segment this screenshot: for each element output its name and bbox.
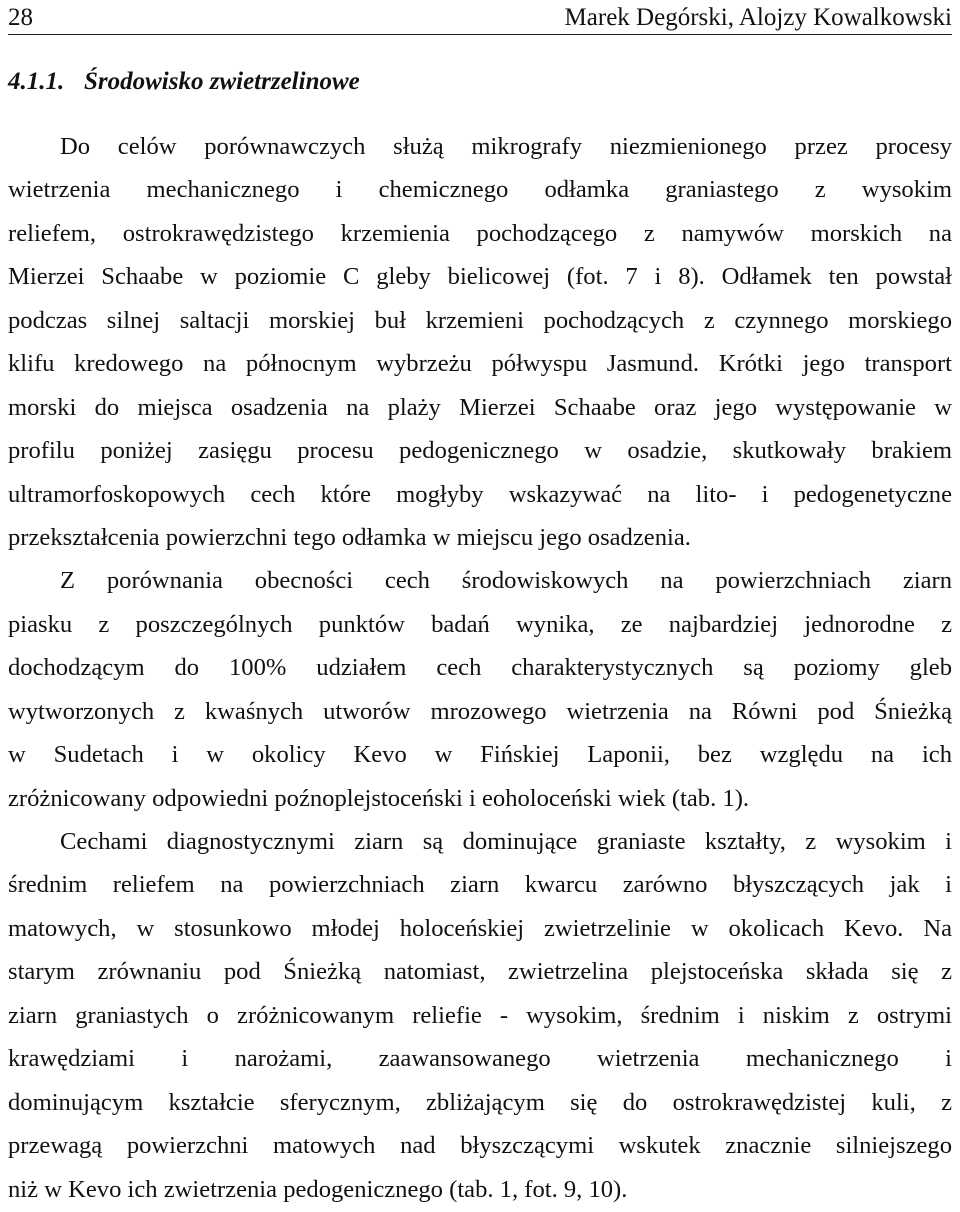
paragraph-2-line-3: dochodzącym do 100% udziałem cech charakterystycznych są poziomy gleb — [8, 654, 952, 682]
paragraph-1-line-4: Mierzei Schaabe w poziomie C gleby bielicowej (fot. 7 i 8). Odłamek ten powstał — [8, 263, 952, 291]
header-authors: Marek Degórski, Alojzy Kowalkowski — [564, 4, 952, 31]
running-header — [8, 2, 952, 35]
section-number: 4.1.1. — [8, 68, 65, 95]
page-number: 28 — [8, 4, 33, 31]
paragraph-2-line-6: zróżnicowany odpowiedni poźnoplejstoceński i eoholoceński wiek (tab. 1). — [8, 784, 750, 812]
paragraph-3-line-7: dominującym kształcie sferycznym, zbliżającym się do ostrokrawędzistej kuli, z — [8, 1088, 952, 1116]
paragraph-3-line-8: przewagą powierzchni matowych nad błyszczącymi wskutek znacznie silniejszego — [8, 1132, 952, 1160]
paragraph-3-line-9: niż w Kevo ich zwietrzenia pedogenicznego (tab. 1, fot. 9, 10). — [8, 1175, 628, 1203]
paragraph-3-line-4: starym zrównaniu pod Śnieżką natomiast, zwietrzelina plejstoceńska składa się z — [8, 958, 952, 986]
paragraph-2-line-5: w Sudetach i w okolicy Kevo w Fińskiej Laponii, bez względu na ich — [8, 741, 952, 769]
paragraph-3-line-3: matowych, w stosunkowo młodej holoceńskiej zwietrzelinie w okolicach Kevo. Na — [8, 914, 952, 942]
paragraph-1-line-2: wietrzenia mechanicznego i chemicznego odłamka graniastego z wysokim — [8, 176, 952, 204]
paragraph-1-line-10: przekształcenia powierzchni tego odłamka w miejscu jego osadzenia. — [8, 523, 691, 551]
paragraph-1-line-6: klifu kredowego na północnym wybrzeżu półwyspu Jasmund. Krótki jego transport — [8, 350, 952, 378]
paragraph-2-line-4: wytworzonych z kwaśnych utworów mrozowego wietrzenia na Równi pod Śnieżką — [8, 697, 952, 725]
paragraph-3-line-5: ziarn graniastych o zróżnicowanym reliefie - wysokim, średnim i niskim z ostrymi — [8, 1001, 952, 1029]
paragraph-2-line-1: Z porównania obecności cech środowiskowych na powierzchniach ziarn — [60, 567, 952, 595]
paragraph-1-line-7: morski do miejsca osadzenia na plaży Mierzei Schaabe oraz jego występowanie w — [8, 393, 952, 421]
paragraph-2-line-2: piasku z poszczególnych punktów badań wynika, ze najbardziej jednorodne z — [8, 610, 952, 638]
paragraph-1-line-9: ultramorfoskopowych cech które mogłyby wskazywać na lito- i pedogenetyczne — [8, 480, 952, 508]
paragraph-1-line-1: Do celów porównawczych służą mikrografy niezmienionego przez procesy — [60, 133, 952, 160]
section-heading — [8, 64, 952, 100]
paragraph-3-line-2: średnim reliefem na powierzchniach ziarn kwarcu zarówno błyszczących jak i — [8, 871, 952, 899]
paragraph-1-line-5: podczas silnej saltacji morskiej buł krzemieni pochodzących z czynnego morskiego — [8, 306, 952, 334]
paragraph-1-line-8: profilu poniżej zasięgu procesu pedogenicznego w osadzie, skutkowały brakiem — [8, 437, 952, 465]
paragraph-3-line-1: Cechami diagnostycznymi ziarn są dominujące graniaste kształty, z wysokim i — [60, 828, 952, 855]
paragraph-1-line-3: reliefem, ostrokrawędzistego krzemienia pochodzącego z namywów morskich na — [8, 219, 952, 247]
section-title: Środowisko zwietrzelinowe — [84, 68, 360, 95]
paragraph-3-line-6: krawędziami i narożami, zaawansowanego wietrzenia mechanicznego i — [8, 1045, 952, 1073]
document-page — [8, 0, 952, 1212]
body-text — [8, 125, 952, 1211]
